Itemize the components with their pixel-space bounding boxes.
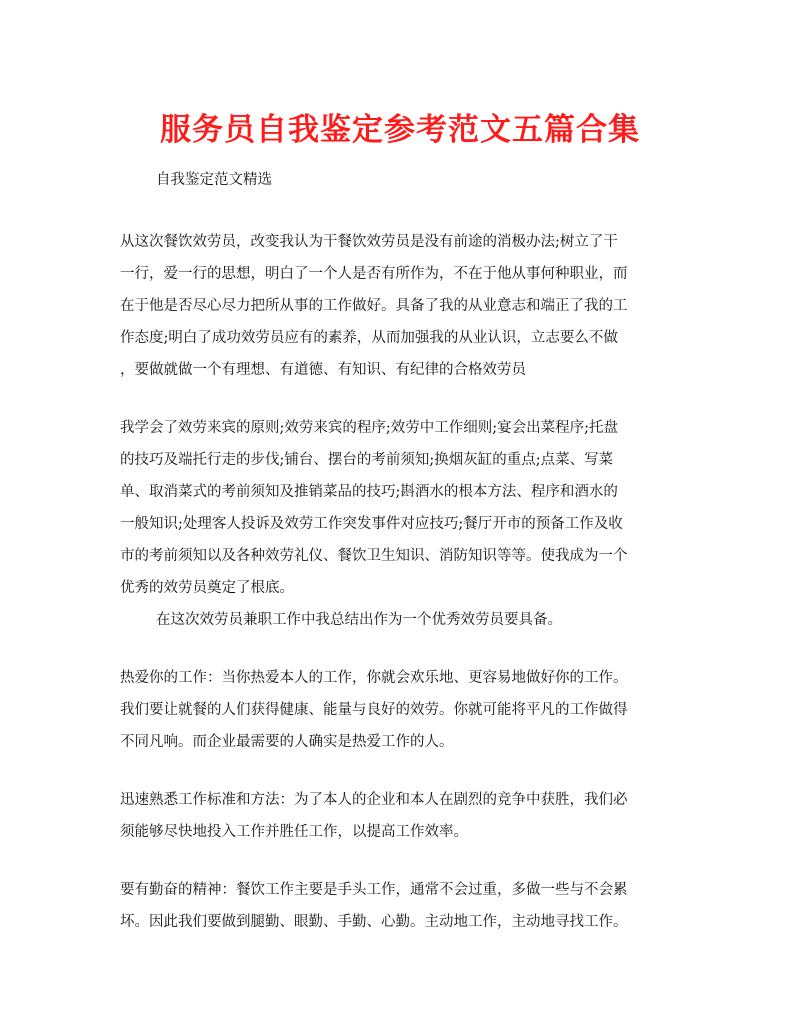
paragraph-line: 在这次效劳员兼职工作中我总结出作为一个优秀效劳员要具备。 xyxy=(156,612,562,628)
paragraph-line: 热爱你的工作：当你热爱本人的工作，你就会欢乐地、更容易地做好你的工作。 xyxy=(120,670,628,686)
paragraph-line: 单、取消菜式的考前须知及推销菜品的技巧;斟酒水的根本方法、程序和酒水的 xyxy=(120,484,618,500)
paragraph-line: 一行，爱一行的思想，明白了一个人是否有所作为，不在于他从事何种职业，而 xyxy=(120,266,628,282)
paragraph-line: 优秀的效劳员奠定了根底。 xyxy=(120,580,294,596)
paragraph-line: 不同凡响。而企业最需要的人确实是热爱工作的人。 xyxy=(120,734,454,750)
paragraph-line: 的技巧及端托行走的步伐;铺台、摆台的考前须知;换烟灰缸的重点;点菜、写菜 xyxy=(120,452,614,468)
paragraph-line: ，要做就做一个有理想、有道德、有知识、有纪律的合格效劳员 xyxy=(120,362,526,378)
document-subtitle: 自我鉴定范文精选 xyxy=(156,172,272,188)
paragraph-line: 我学会了效劳来宾的原则;效劳来宾的程序;效劳中工作细则;宴会出菜程序;托盘 xyxy=(120,420,619,436)
paragraph-line: 作态度;明白了成功效劳员应有的素养，从而加强我的从业认识，立志要么不做 xyxy=(120,330,618,346)
paragraph-line: 坏。因此我们要做到腿勤、眼勤、手勤、心勤。主动地工作，主动地寻找工作。 xyxy=(120,914,628,930)
paragraph-line: 一般知识;处理客人投诉及效劳工作突发事件对应技巧;餐厅开市的预备工作及收 xyxy=(120,516,623,532)
paragraph-line: 在于他是否尽心尽力把所从事的工作做好。具备了我的从业意志和端正了我的工 xyxy=(120,298,628,314)
paragraph-line: 市的考前须知以及各种效劳礼仪、餐饮卫生知识、消防知识等等。使我成为一个 xyxy=(120,548,628,564)
page-title: 服务员自我鉴定参考范文五篇合集 xyxy=(160,112,640,148)
paragraph-line: 须能够尽快地投入工作并胜任工作，以提高工作效率。 xyxy=(120,824,468,840)
paragraph-line: 从这次餐饮效劳员，改变我认为干餐饮效劳员是没有前途的消极办法;树立了干 xyxy=(120,234,618,250)
paragraph-line: 要有勤奋的精神：餐饮工作主要是手头工作，通常不会过重，多做一些与不会累 xyxy=(120,882,628,898)
paragraph-line: 我们要让就餐的人们获得健康、能量与良好的效劳。你就可能将平凡的工作做得 xyxy=(120,702,628,718)
paragraph-line: 迅速熟悉工作标准和方法：为了本人的企业和本人在剧烈的竞争中获胜，我们必 xyxy=(120,792,628,808)
